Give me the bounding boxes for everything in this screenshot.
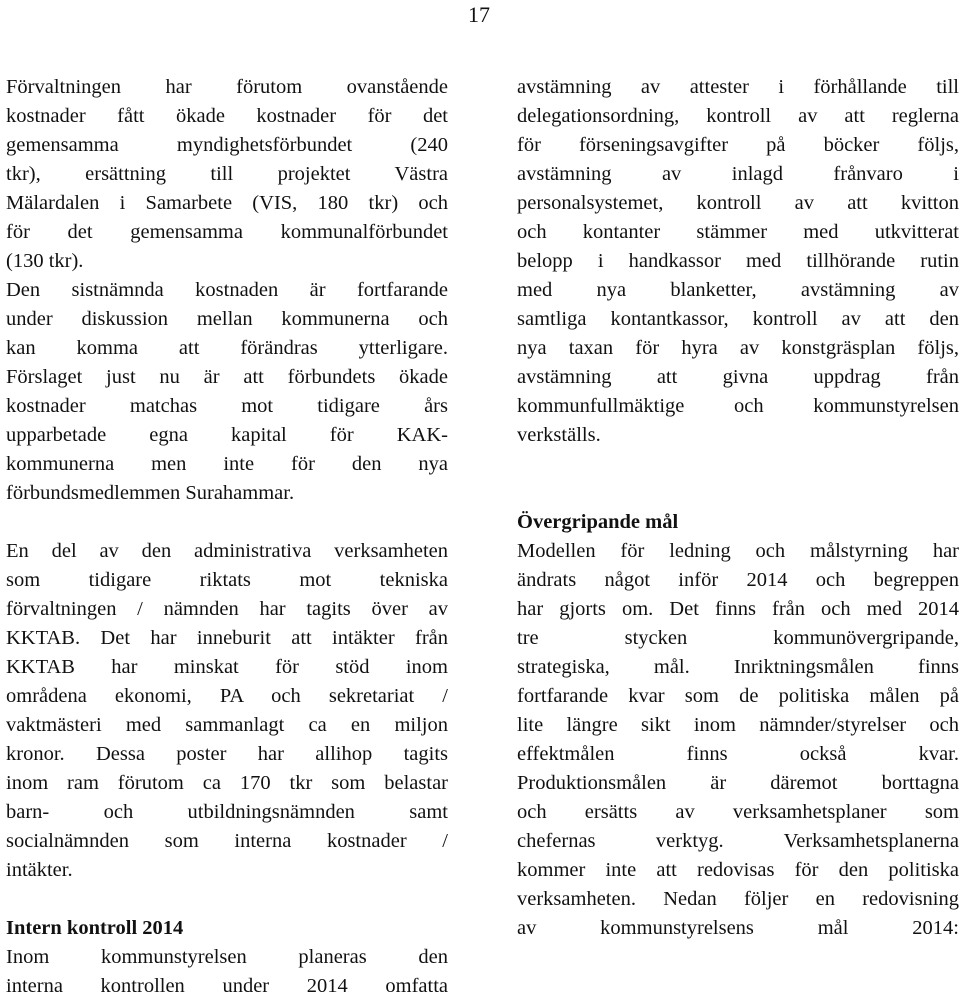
text-line: och ersätts av verksamhetsplaner som [517, 801, 959, 823]
paragraph-internal-control [6, 943, 448, 1001]
text-line: som tidigare riktats mot tekniska [6, 569, 448, 591]
text-line: områdena ekonomi, PA och sekretariat / [6, 685, 448, 707]
text-line: verksamheten. Nedan följer en redovisning [517, 888, 959, 910]
text-line: förvaltningen / nämnden har tagits över av [6, 598, 448, 620]
text-line: interna kontrollen under 2014 omfatta [6, 975, 448, 997]
section-heading-overall-goals: Övergripande mål [517, 511, 679, 533]
text-line: med nya blanketter, avstämning av [517, 279, 959, 301]
paragraph-control-list [517, 73, 959, 450]
text-line: lite längre sikt inom nämnder/styrelser och [517, 714, 959, 736]
text-line: samtliga kontantkassor, kontroll av att den [517, 308, 959, 330]
text-line: KKTAB har minskat för stöd inom [6, 656, 448, 678]
text-line: upparbetade egna kapital för KAK- [6, 424, 448, 446]
text-line: strategiska, mål. Inriktningsmålen finns [517, 656, 959, 678]
text-line: tre stycken kommunövergripande, [517, 627, 959, 649]
text-line: Den sistnämnda kostnaden är fortfarande [6, 279, 448, 301]
text-line: för förseningsavgifter på böcker följs, [517, 134, 959, 156]
text-line: Produktionsmålen är däremot borttagna [517, 772, 959, 794]
text-line: Modellen för ledning och målstyrning har [517, 540, 959, 562]
left-column [6, 73, 448, 1001]
text-line: inom ram förutom ca 170 tkr som belastar [6, 772, 448, 794]
text-line: belopp i handkassor med tillhörande rutin [517, 250, 959, 272]
text-line: under diskussion mellan kommunerna och [6, 308, 448, 330]
text-line: kostnader matchas mot tidigare års [6, 395, 448, 417]
text-line: avstämning av inlagd frånvaro i [517, 163, 959, 185]
paragraph-budget-costs [6, 73, 448, 508]
text-line: fortfarande kvar som de politiska målen på [517, 685, 959, 707]
text-line: avstämning av attester i förhållande till [517, 76, 959, 98]
text-line: socialnämnden som interna kostnader / [6, 830, 448, 852]
text-line: Mälardalen i Samarbete (VIS, 180 tkr) och [6, 192, 448, 214]
right-column [517, 73, 959, 943]
text-line: kommer inte att redovisas för den politiska [517, 859, 959, 881]
text-line: chefernas verktyg. Verksamhetsplanerna [517, 830, 959, 852]
text-line: av kommunstyrelsens mål 2014: [517, 917, 959, 939]
paragraph-overall-goals [517, 537, 959, 943]
text-line: delegationsordning, kontroll av att reglerna [517, 105, 959, 127]
text-line: intäkter. [6, 859, 73, 881]
text-line: (130 tkr). [6, 250, 84, 272]
text-line: personalsystemet, kontroll av att kvitton [517, 192, 959, 214]
text-line: ändrats något inför 2014 och begreppen [517, 569, 959, 591]
text-line: har gjorts om. Det finns från och med 2014 [517, 598, 959, 620]
text-line: avstämning att givna uppdrag från [517, 366, 959, 388]
text-line: kommunfullmäktige och kommunstyrelsen [517, 395, 959, 417]
text-line: effektmålen finns också kvar. [517, 743, 959, 765]
text-line: kan komma att förändras ytterligare. [6, 337, 448, 359]
text-line: tkr), ersättning till projektet Västra [6, 163, 448, 185]
paragraph-administration [6, 537, 448, 885]
page-number: 17 [468, 2, 490, 27]
text-line: vaktmästeri med sammanlagt ca en miljon [6, 714, 448, 736]
section-heading-internal-control: Intern kontroll 2014 [6, 917, 184, 939]
text-line: kostnader fått ökade kostnader för det [6, 105, 448, 127]
text-line: förbundsmedlemmen Surahammar. [6, 482, 295, 504]
text-line: för det gemensamma kommunalförbundet [6, 221, 448, 243]
text-line: verkställs. [517, 424, 601, 446]
text-line: Förvaltningen har förutom ovanstående [6, 76, 448, 98]
text-line: och kontanter stämmer med utkvitterat [517, 221, 959, 243]
text-line: Inom kommunstyrelsen planeras den [6, 946, 448, 968]
text-line: nya taxan för hyra av konstgräsplan följs, [517, 337, 959, 359]
text-line: kronor. Dessa poster har allihop tagits [6, 743, 448, 765]
text-line: barn- och utbildningsnämnden samt [6, 801, 448, 823]
text-line: gemensamma myndighetsförbundet (240 [6, 134, 448, 156]
text-line: Förslaget just nu är att förbundets ökade [6, 366, 448, 388]
text-line: En del av den administrativa verksamheten [6, 540, 448, 562]
text-line: KKTAB. Det har inneburit att intäkter från [6, 627, 448, 649]
text-line: kommunerna men inte för den nya [6, 453, 448, 475]
